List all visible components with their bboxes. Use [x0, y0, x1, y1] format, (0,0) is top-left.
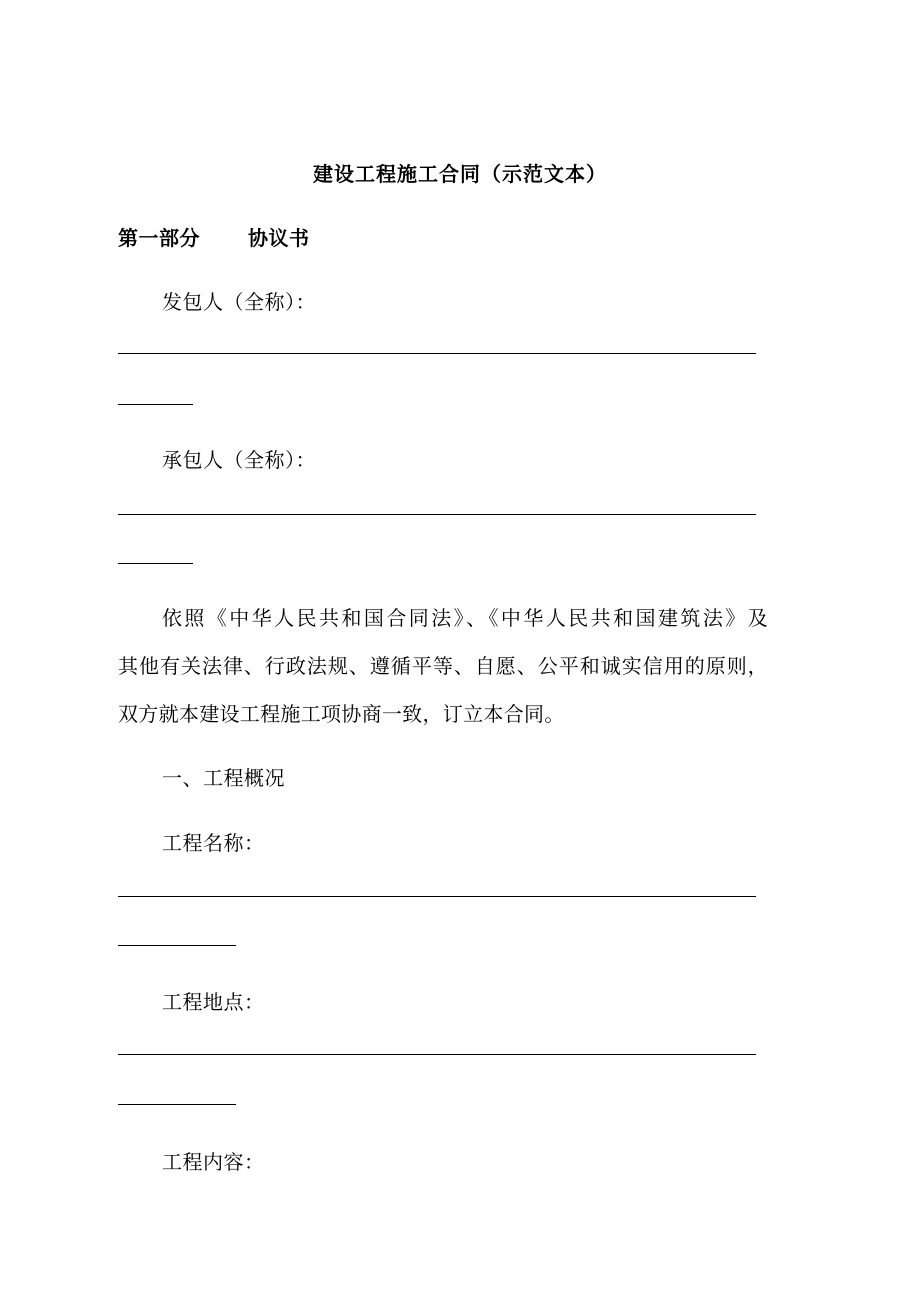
section-one-heading: 一、工程概况 [162, 766, 285, 790]
preamble-line-3: 双方就本建设工程施工项协商一致，订立本合同。 [118, 702, 565, 726]
project-location-blank-line [118, 1054, 756, 1055]
project-content-label: 工程内容： [162, 1150, 265, 1174]
employer-name-blank-line-continued [118, 404, 193, 405]
project-name-label: 工程名称： [162, 831, 265, 855]
contractor-name-blank-line [118, 514, 756, 515]
project-location-label: 工程地点： [162, 990, 265, 1014]
contractor-name-blank-line-continued [118, 563, 193, 564]
preamble-line-2: 其他有关法律、行政法规、遵循平等、自愿、公平和诚实信用的原则， [118, 654, 768, 678]
contractor-label: 承包人（全称）： [162, 448, 316, 472]
project-name-blank-line-continued [118, 945, 236, 946]
preamble-line-1: 依照《中华人民共和国合同法》、《中华人民共和国建筑法》及 [162, 606, 768, 630]
document-title: 建设工程施工合同（示范文本） [313, 162, 607, 186]
part-label: 第一部分 [118, 226, 200, 250]
project-location-blank-line-continued [118, 1104, 236, 1105]
part-name: 协议书 [248, 226, 310, 250]
employer-label: 发包人（全称）： [162, 290, 316, 314]
employer-name-blank-line [118, 353, 756, 354]
project-name-blank-line [118, 896, 756, 897]
